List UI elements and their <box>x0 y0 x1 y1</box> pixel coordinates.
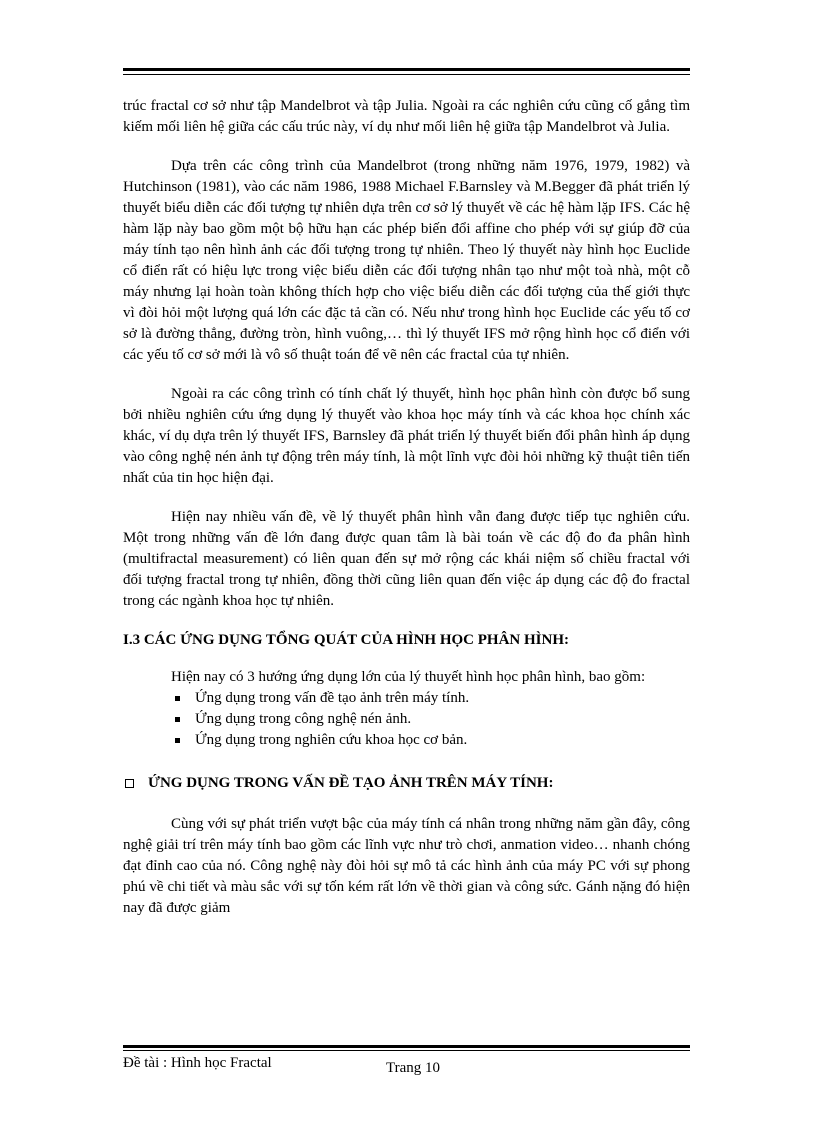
section-intro: Hiện nay có 3 hướng ứng dụng lớn của lý thuyết hình học phân hình, bao gồm: <box>171 669 646 685</box>
subheading <box>123 773 690 794</box>
header-rule-thick <box>123 68 690 71</box>
subheading-text: ỨNG DỤNG TRONG VẤN ĐỀ TẠO ẢNH TRÊN MÁY TÍNH: <box>148 775 554 791</box>
header-rule-thin <box>123 74 690 75</box>
bullet-icon <box>175 696 180 701</box>
list-item: Ứng dụng trong nghiên cứu khoa học cơ bản. <box>175 730 690 751</box>
section-heading: I.3 CÁC ỨNG DỤNG TỔNG QUÁT CỦA HÌNH HỌC PHÂN HÌNH: <box>123 632 569 648</box>
paragraph-image-generation: Cùng với sự phát triển vượt bậc của máy tính cá nhân trong những năm gần đây, công nghệ giải trí trên máy tính bao gồm các lĩnh vực như trò chơi, anmation video… nhanh chóng đạt đỉnh cao của nó. Công nghệ này đòi hỏi sự mô tả các hình ảnh của máy PC với sự phong phú về chi tiết và màu sắc với sự tốn kém rất lớn về thời gian và công sức. Gánh nặng đó hiện nay đã được giảm <box>123 816 690 916</box>
paragraph-continued: trúc fractal cơ sở như tập Mandelbrot và tập Julia. Ngoài ra các nghiên cứu cũng cố gắng tìm kiếm mối liên hệ giữa các cấu trúc này, ví dụ như mối liên hệ giữa tập Mandelbrot và Julia. <box>123 98 690 135</box>
paragraph-applications-research: Ngoài ra các công trình có tính chất lý thuyết, hình học phân hình còn được bổ sung bởi nhiều nghiên cứu ứng dụng lý thuyết vào khoa học máy tính và các khoa học chính xác khác, ví dụ dựa trên lý thuyết IFS, Barnsley đã phát triển lý thuyết biến đổi phân hình áp dụng vào công nghệ nén ảnh tự động trên máy tính, là một lĩnh vực đòi hỏi những kỹ thuật tiên tiến nhất của tin học hiện đại. <box>123 386 690 486</box>
paragraph-mandelbrot-ifs: Dựa trên các công trình của Mandelbrot (trong những năm 1976, 1979, 1982) và Hutchinson (1981), vào các năm 1986, 1988 Michael F.Barnsley và M.Begger đã phát triển lý thuyết biểu diễn các đối tượng tự nhiên dựa trên cơ sở lý thuyết về các hệ hàm lặp IFS. Các hệ hàm lặp này bao gồm một bộ hữu hạn các phép biến đổi affine cho phép với sự giúp đỡ của máy tính tạo nên hình ảnh các đối tượng trong tự nhiên. Theo lý thuyết này hình học Euclide cổ điển rất có hiệu lực trong việc biểu diễn các đối tượng nhân tạo như một toà nhà, một cỗ máy nhưng lại hoàn toàn không thích hợp cho việc biểu diễn các đối tượng của thế giới thực vì đòi hỏi một lượng quá lớn các đặc tả cần có. Nếu như trong hình học Euclide các yếu tố cơ sở là đường thẳng, đường tròn, hình vuông,… thì lý thuyết IFS mở rộng hình học cổ điển với các yếu tố cơ sở mới là vô số thuật toán để vẽ nên các fractal của tự nhiên. <box>123 158 690 363</box>
footer-page-number: Trang 10 <box>386 1060 441 1076</box>
footer-rule-thin <box>123 1050 690 1051</box>
application-list <box>123 688 690 751</box>
bullet-icon <box>175 738 180 743</box>
paragraph-multifractal: Hiện nay nhiều vấn đề, về lý thuyết phân hình vẫn đang được tiếp tục nghiên cứu. Một trong những vấn đề lớn đang được quan tâm là bài toán về các độ đo đa phân hình (multifractal measurement) có liên quan đến sự mở rộng các khái niệm số chiều fractal với đối tượng fractal trong tự nhiên, đồng thời cũng liên quan đến việc áp dụng các độ đo fractal trong các ngành khoa học tự nhiên. <box>123 509 690 609</box>
list-item: Ứng dụng trong vấn đề tạo ảnh trên máy tính. <box>175 688 690 709</box>
square-bullet-icon <box>125 779 134 788</box>
footer-topic: Đề tài : Hình học Fractal <box>123 1055 272 1071</box>
page-body <box>123 96 690 919</box>
bullet-icon <box>175 717 180 722</box>
list-item: Ứng dụng trong công nghệ nén ảnh. <box>175 709 690 730</box>
footer-rule-thick <box>123 1045 690 1048</box>
